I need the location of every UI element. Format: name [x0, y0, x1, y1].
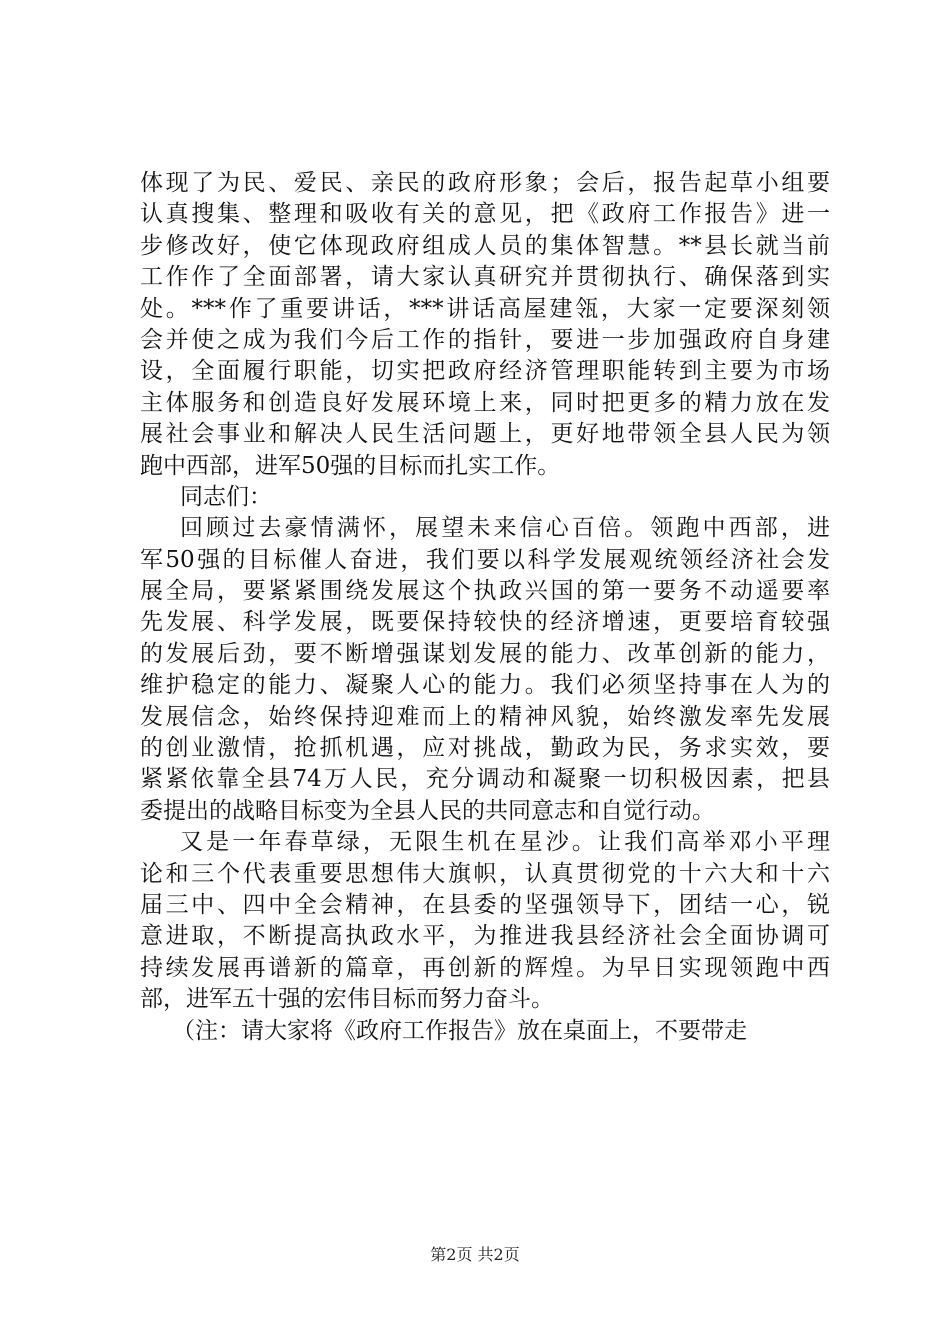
text-line: 主体服务和创造良好发展环境上来，同时把更多的精力放在发 [140, 389, 830, 416]
salutation: 同志们： [180, 483, 272, 510]
text-line: 设，全面履行职能，切实把政府经济管理职能转到主要为市场 [140, 358, 830, 385]
text-line: 持续发展再谱新的篇章，再创新的辉煌。为早日实现领跑中西 [140, 954, 830, 981]
text-line: 的发展后劲，要不断增强谋划发展的能力、改革创新的能力， [140, 640, 830, 667]
text-line: 会并使之成为我们今后工作的指针，要进一步加强政府自身建 [140, 326, 830, 353]
text-line: 委提出的战略目标变为全县人民的共同意志和自觉行动。 [140, 797, 715, 824]
text-line: 工作作了全面部署，请大家认真研究并贯彻执行、确保落到实 [140, 264, 830, 291]
text-line: 展全局，要紧紧围绕发展这个执政兴国的第一要务不动遥要率 [140, 578, 830, 605]
text-line: 发展信念，始终保持迎难而上的精神风貌，始终激发率先发展 [140, 703, 830, 730]
note-line: （注：请大家将《政府工作报告》放在桌面上，不要带走 [172, 1017, 747, 1044]
text-line: 认真搜集、整理和吸收有关的意见，把《政府工作报告》进一 [140, 201, 830, 228]
text-line: 紧紧依靠全县74万人民，充分调动和凝聚一切积极因素，把县 [140, 766, 830, 793]
text-line: 先发展、科学发展，既要保持较快的经济增速，更要培育较强 [140, 609, 830, 636]
text-line: 维护稳定的能力、凝聚人心的能力。我们必须坚持事在人为的 [140, 672, 830, 699]
text-line: 届三中、四中全会精神，在县委的坚强领导下，团结一心，锐 [140, 891, 830, 918]
text-line: 步修改好，使它体现政府组成人员的集体智慧。**县长就当前 [140, 232, 830, 259]
text-line: 部，进军五十强的宏伟目标而努力奋斗。 [140, 986, 554, 1013]
text-line: 又是一年春草绿，无限生机在星沙。让我们高举邓小平理 [180, 829, 830, 856]
text-line: 处。***作了重要讲话，***讲话高屋建瓴，大家一定要深刻领 [140, 295, 830, 322]
text-line: 回顾过去豪情满怀，展望未来信心百倍。领跑中西部，进 [180, 515, 830, 542]
page-number-footer: 第2页 共2页 [430, 1245, 520, 1264]
text-line: 跑中西部，进军50强的目标而扎实工作。 [140, 452, 561, 479]
text-line: 体现了为民、爱民、亲民的政府形象；会后，报告起草小组要 [140, 170, 830, 196]
text-line: 军50强的目标催人奋进，我们要以科学发展观统领经济社会发 [140, 546, 830, 573]
text-line: 意进取，不断提高执政水平，为推进我县经济社会全面协调可 [140, 923, 830, 950]
text-line: 展社会事业和解决人民生活问题上，更好地带领全县人民为领 [140, 421, 830, 448]
text-line: 论和三个代表重要思想伟大旗帜，认真贯彻党的十六大和十六 [140, 860, 830, 887]
document-body [140, 168, 830, 1047]
text-line: 的创业激情，抢抓机遇，应对挑战，勤政为民，务求实效，要 [140, 735, 830, 762]
